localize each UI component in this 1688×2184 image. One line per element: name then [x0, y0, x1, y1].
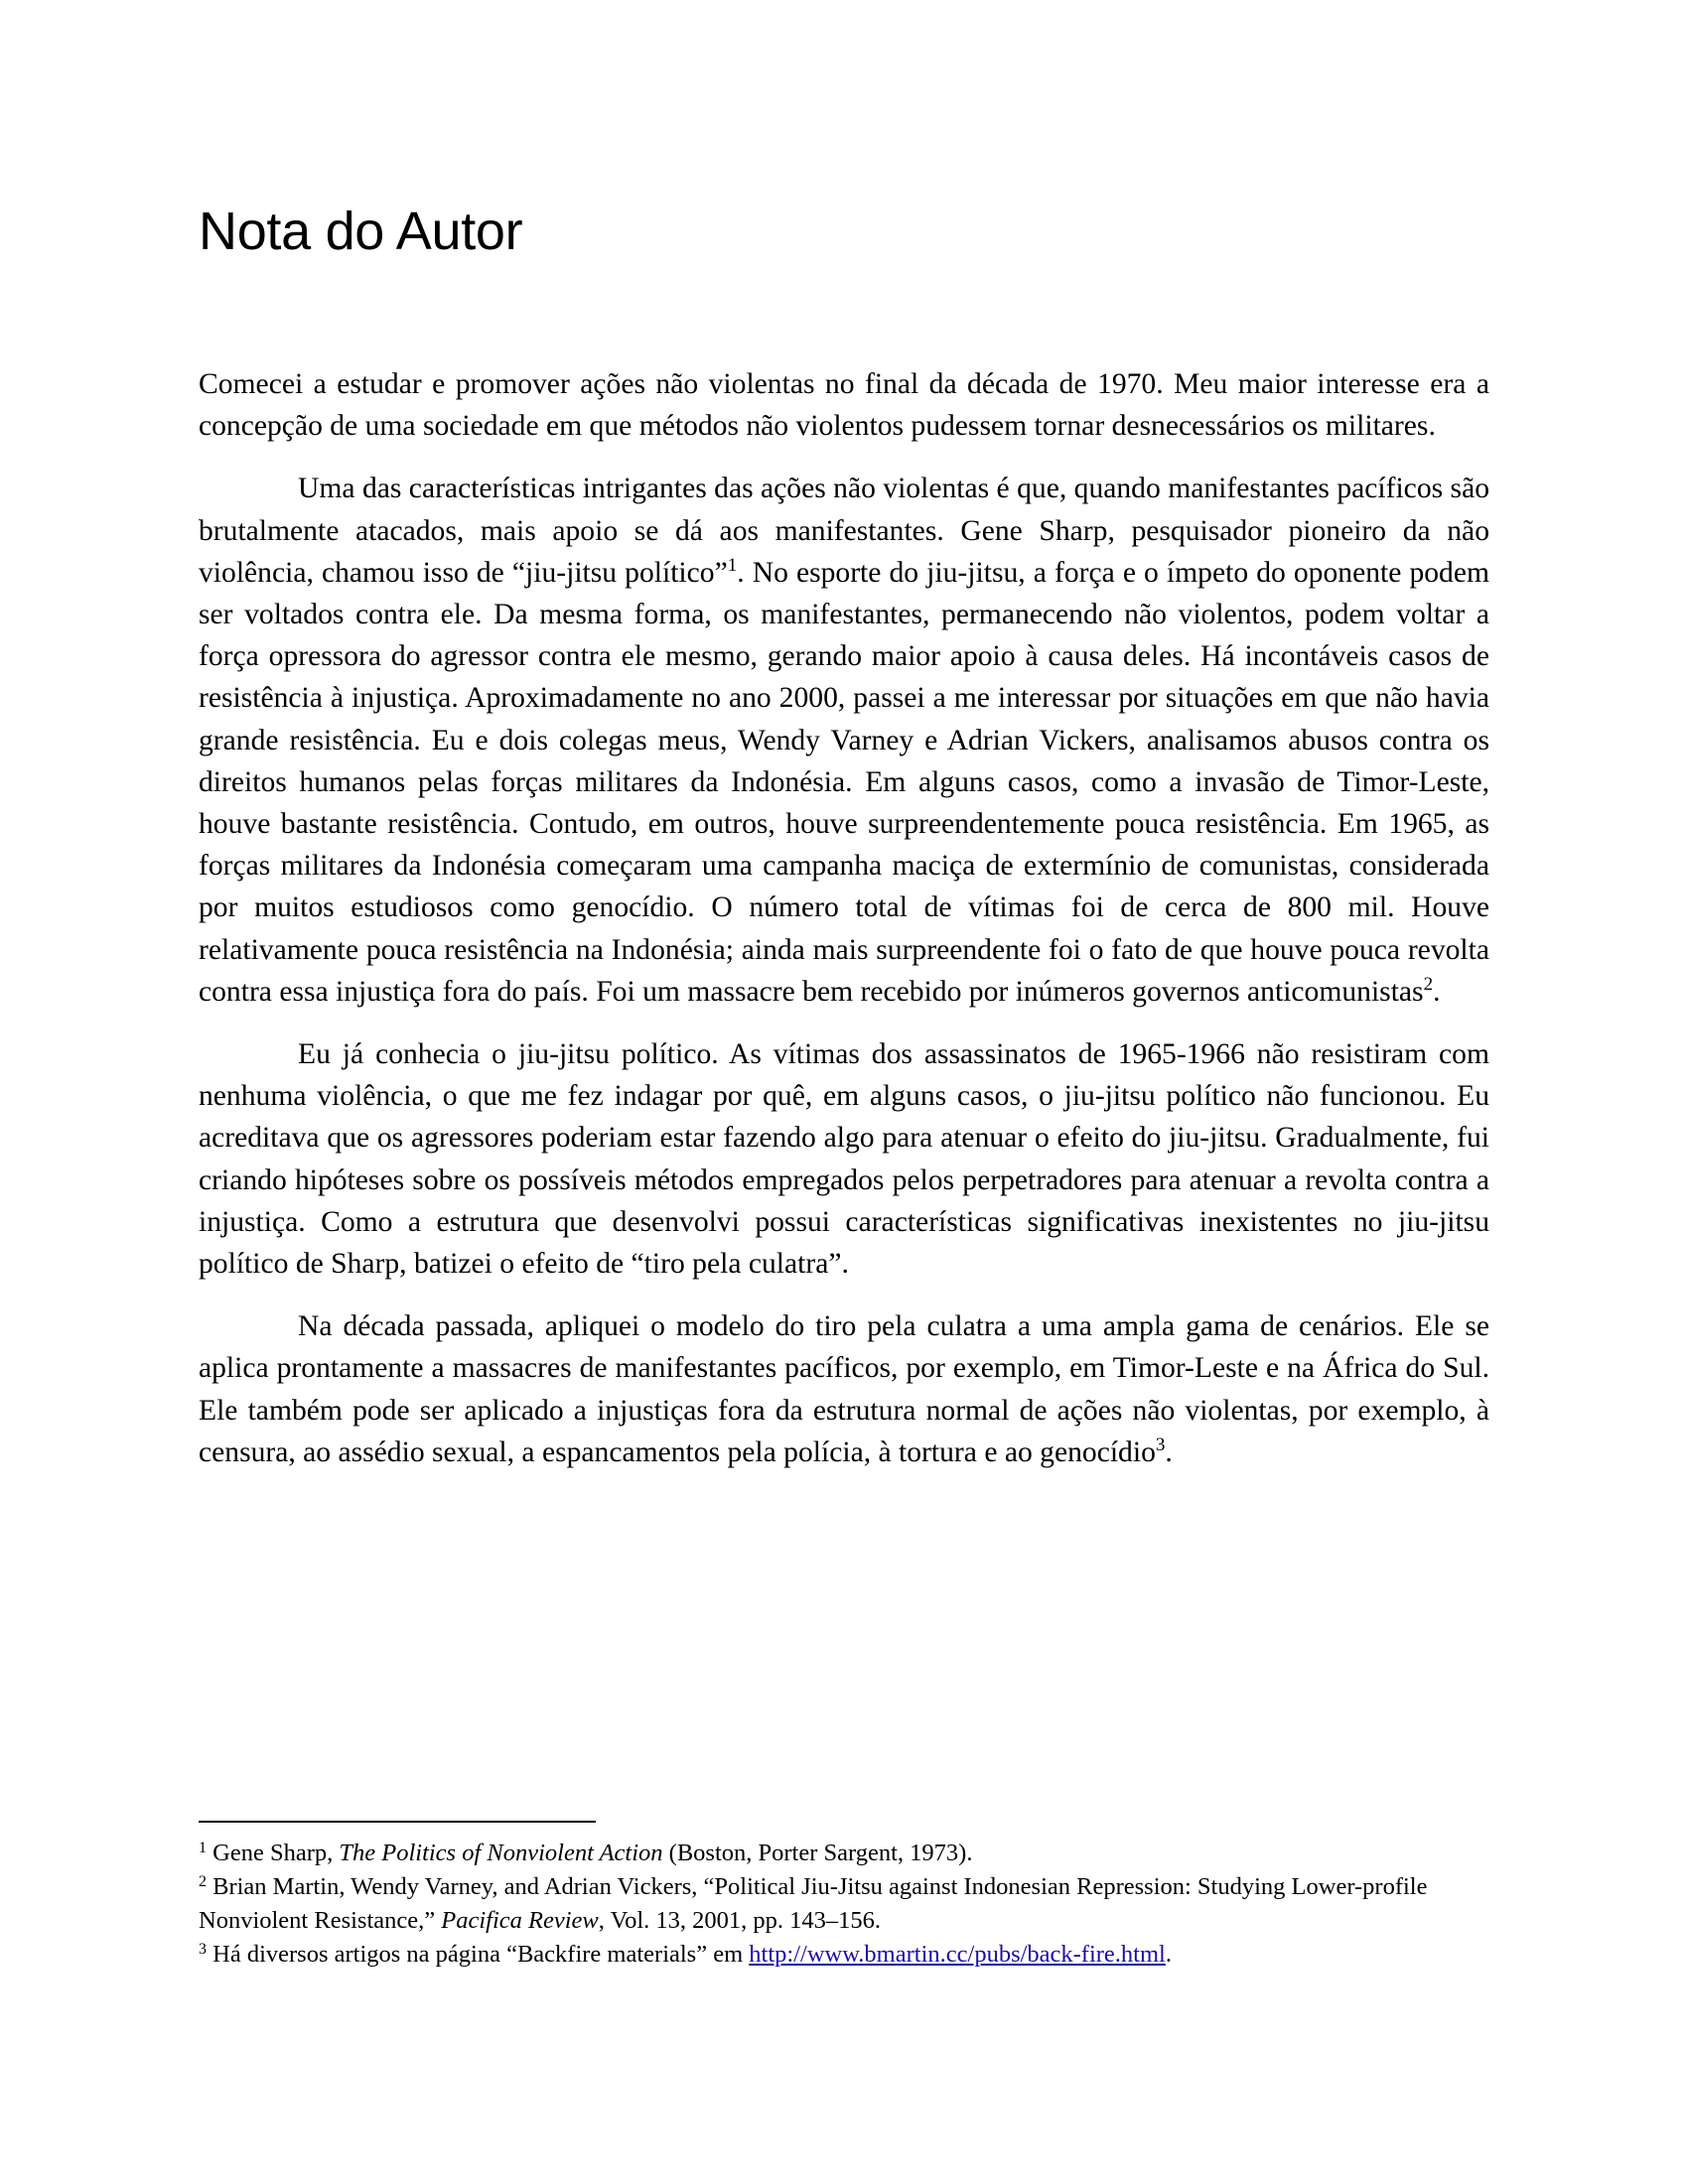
footnote-title: The Politics of Nonviolent Action [339, 1840, 663, 1866]
footnote-text: Há diversos artigos na página “Backfire materials” em [212, 1941, 750, 1968]
paragraph-text: Comecei a estudar e promover ações não violentas no final da década de 1970. Meu maior interesse era a concepção de uma sociedade em que métodos não violentos pudessem tornar desnecessários os militares. [199, 368, 1489, 443]
footnote-2 [199, 1870, 1489, 1938]
footnote-reference[interactable]: 2 [1423, 973, 1434, 995]
paragraph-text: Uma das características intrigantes das ações não violentas é que, quando manifestantes pacíficos são brutalmente atacados, mais apoio se dá aos manifestantes. Gene Sharp, pesquisador pioneiro da não violência, chamou isso de “jiu-jitsu político” [199, 473, 1489, 589]
footnote-text: . [1165, 1941, 1172, 1968]
footnote-number: 3 [199, 1941, 207, 1958]
footnote-text: Gene Sharp, [212, 1840, 340, 1866]
paragraph-1 [199, 363, 1489, 447]
footnote-number: 1 [199, 1840, 207, 1856]
footnote-separator [199, 1821, 596, 1823]
footnote-text: , Vol. 13, 2001, pp. 143–156. [598, 1907, 882, 1934]
paragraph-3 [199, 1033, 1489, 1285]
backfire-materials-link[interactable]: http://www.bmartin.cc/pubs/back-fire.html [749, 1941, 1166, 1968]
paragraph-text: Eu já conhecia o jiu-jitsu político. As vítimas dos assassinatos de 1965-1966 não resistiram com nenhuma violência, o que me fez indagar por quê, em alguns casos, o jiu-jitsu político não funcionou. Eu acreditava que os agressores poderiam estar fazendo algo para atenuar o efeito do jiu-jitsu. Gradualmente, fui criando hipóteses sobre os possíveis métodos empregados pelos perpetradores para atenuar a revolta contra a injustiça. Como a estrutura que desenvolvi possui características significativas inexistentes no jiu-jitsu político de Sharp, batizei o efeito de “tiro pela culatra”. [199, 1038, 1489, 1281]
footnotes [199, 1837, 1489, 1972]
footnote-3 [199, 1938, 1489, 1972]
paragraph-2 [199, 468, 1489, 1013]
footnote-reference[interactable]: 3 [1155, 1433, 1166, 1455]
body-text [199, 363, 1489, 1494]
paragraph-text: . [1433, 975, 1441, 1008]
paragraph-text: . [1165, 1435, 1173, 1468]
paragraph-text: Na década passada, apliquei o modelo do tiro pela culatra a uma ampla gama de cenários. Ele se aplica prontamente a massacres de manifestantes pacíficos, por exemplo, em Timor-Leste e na África do Sul. Ele também pode ser aplicado a injustiças fora da estrutura normal de ações não violentas, por exemplo, à censura, ao assédio sexual, a espancamentos pela polícia, à tortura e ao genocídio [199, 1310, 1489, 1468]
footnote-reference[interactable]: 1 [727, 554, 738, 576]
footnote-text: Brian Martin, Wendy Varney, and Adrian Vickers, “Political Jiu-Jitsu against Indonesian Repression: Studying Lower-profile Nonviolent Resistance,” [199, 1873, 1428, 1934]
footnote-text: (Boston, Porter Sargent, 1973). [662, 1840, 973, 1866]
page-title: Nota do Autor [199, 202, 523, 261]
footnote-1 [199, 1837, 1489, 1870]
paragraph-4 [199, 1305, 1489, 1473]
footnote-title: Pacifica Review [441, 1907, 599, 1934]
footnote-number: 2 [199, 1873, 207, 1890]
paragraph-text: . No esporte do jiu-jitsu, a força e o ímpeto do oponente podem ser voltados contra ele. Da mesma forma, os manifestantes, permanecendo não violentos, podem voltar a força opressora do agressor contra ele mesmo, gerando maior apoio à causa deles. Há incontáveis casos de resistência à injustiça. Aproximadamente no ano 2000, passei a me interessar por situações em que não havia grande resistência. Eu e dois colegas meus, Wendy Varney e Adrian Vickers, analisamos abusos contra os direitos humanos pelas forças militares da Indonésia. Em alguns casos, como a invasão de Timor-Leste, houve bastante resistência. Contudo, em outros, houve surpreendentemente pouca resistência. Em 1965, as forças militares da Indonésia começaram uma campanha maciça de extermínio de comunistas, considerada por muitos estudiosos como genocídio. O número total de vítimas foi de cerca de 800 mil. Houve relativamente pouca resistência na Indonésia; ainda mais surpreendente foi o fato de que houve pouca revolta contra essa injustiça fora do país. Foi um massacre bem recebido por inúmeros governos anticomunistas [199, 556, 1489, 1008]
